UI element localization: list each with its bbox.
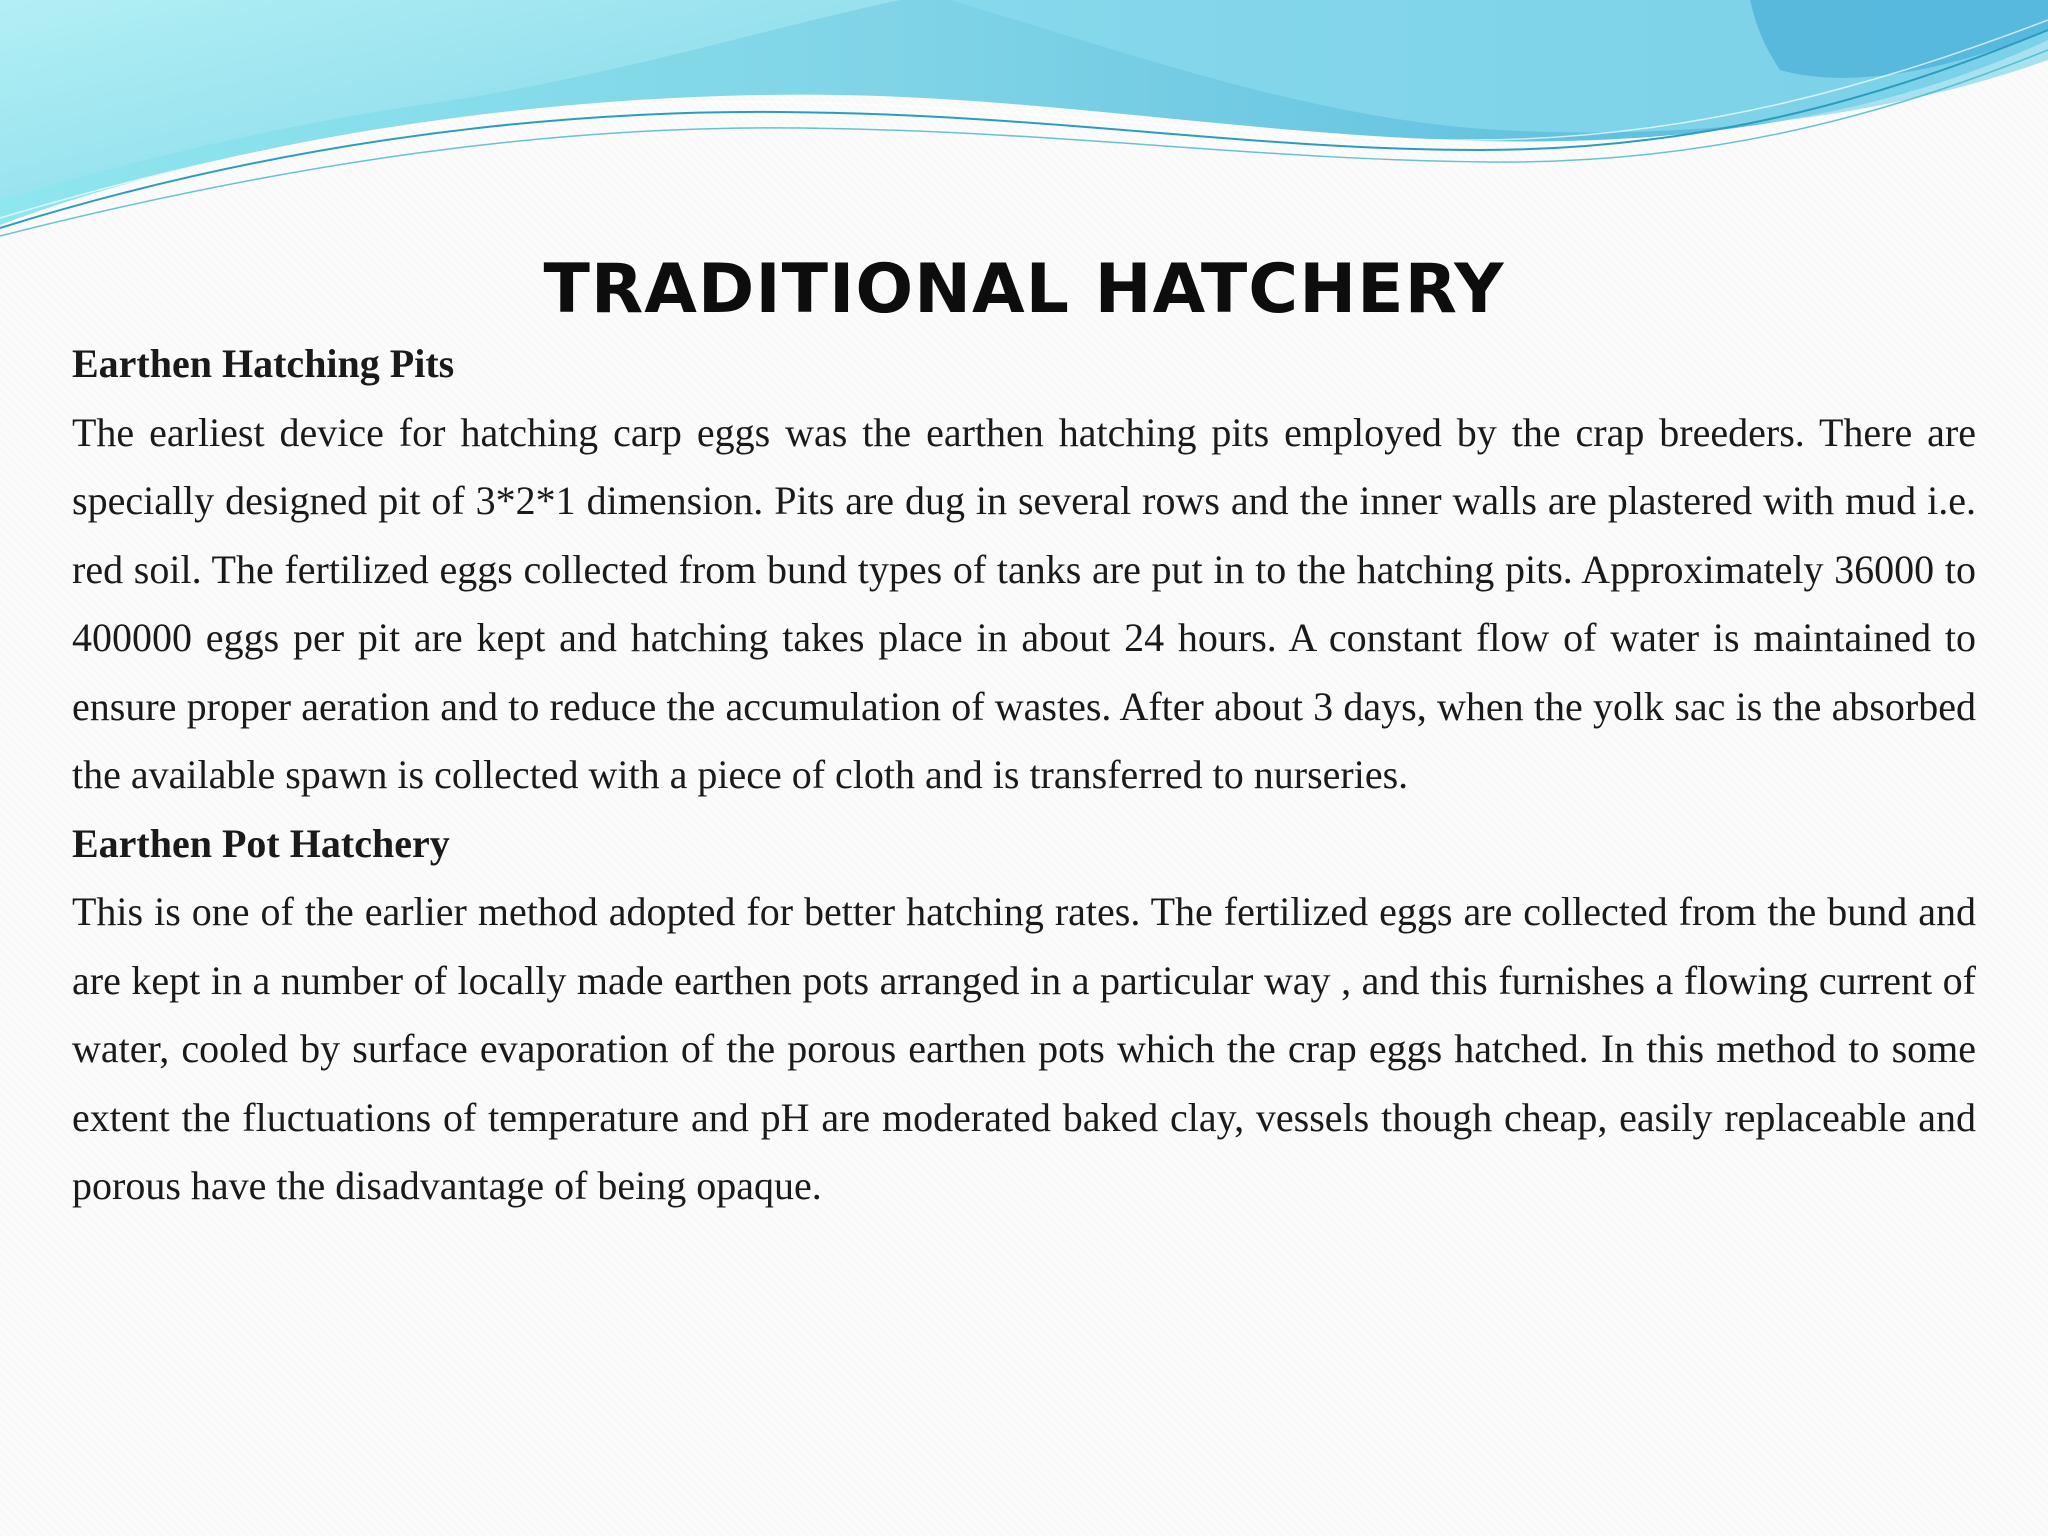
slide-title: TRADITIONAL HATCHERY xyxy=(543,250,1505,329)
header-wave-decoration xyxy=(0,0,2048,240)
slide-body xyxy=(72,330,1976,1221)
section-heading-earthen-pot: Earthen Pot Hatchery xyxy=(72,820,450,866)
section-text-earthen-pot: This is one of the earlier method adopted for better hatching rates. The fertilized eggs are collected from the bund and are kept in a number of locally made earthen pots arranged in a particular way , and this furnishes a flowing current of water, cooled by surface evaporation of the porous earthen pots which the crap eggs hatched. In this method to some extent the fluctuations of temperature and pH are moderated baked clay, vessels though cheap, easily replaceable and porous have the disadvantage of being opaque. xyxy=(72,889,1976,1208)
section-text-earthen-pits: The earliest device for hatching carp eggs was the earthen hatching pits employed by the crap breeders. There are specially designed pit of 3*2*1 dimension. Pits are dug in several rows and the inner walls are plastered with mud i.e. red soil. The fertilized eggs collected from bund types of tanks are put in to the hatching pits. Approximately 36000 to 400000 eggs per pit are kept and hatching takes place in about 24 hours. A constant flow of water is maintained to ensure proper aeration and to reduce the accumulation of wastes. After about 3 days, when the yolk sac is the absorbed the available spawn is collected with a piece of cloth and is transferred to nurseries. xyxy=(72,409,1976,797)
section-heading-earthen-pits: Earthen Hatching Pits xyxy=(72,341,455,386)
